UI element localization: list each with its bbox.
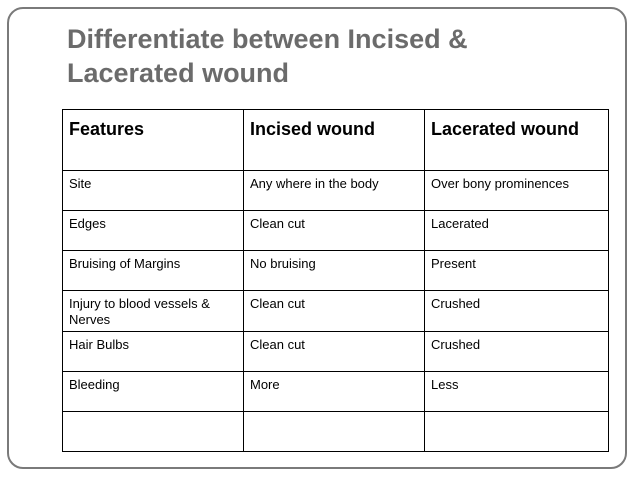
cell-feature: Injury to blood vessels & Nerves [63, 291, 244, 332]
cell-incised [244, 412, 425, 452]
header-lacerated-wound: Lacerated wound [425, 110, 609, 171]
table-row [63, 171, 609, 211]
table-row [63, 251, 609, 291]
cell-lacerated: Lacerated [425, 211, 609, 251]
cell-feature: Bruising of Margins [63, 251, 244, 291]
cell-lacerated: Over bony prominences [425, 171, 609, 211]
table-row [63, 332, 609, 372]
cell-feature: Edges [63, 211, 244, 251]
cell-lacerated: Crushed [425, 332, 609, 372]
comparison-table [62, 109, 609, 452]
cell-feature: Bleeding [63, 372, 244, 412]
cell-incised: No bruising [244, 251, 425, 291]
cell-incised: Clean cut [244, 291, 425, 332]
cell-lacerated: Less [425, 372, 609, 412]
cell-feature: Site [63, 171, 244, 211]
cell-incised: Clean cut [244, 211, 425, 251]
cell-feature [63, 412, 244, 452]
cell-lacerated: Crushed [425, 291, 609, 332]
slide-title: Differentiate between Incised & Lacerated wound [67, 24, 468, 88]
header-incised-wound: Incised wound [244, 110, 425, 171]
table-row [63, 291, 609, 332]
cell-lacerated: Present [425, 251, 609, 291]
table-row-empty [63, 412, 609, 452]
cell-feature: Hair Bulbs [63, 332, 244, 372]
cell-lacerated [425, 412, 609, 452]
header-features: Features [63, 110, 244, 171]
cell-incised: Any where in the body [244, 171, 425, 211]
table-row [63, 211, 609, 251]
cell-incised: More [244, 372, 425, 412]
cell-incised: Clean cut [244, 332, 425, 372]
table-header-row [63, 110, 609, 171]
table-row [63, 372, 609, 412]
